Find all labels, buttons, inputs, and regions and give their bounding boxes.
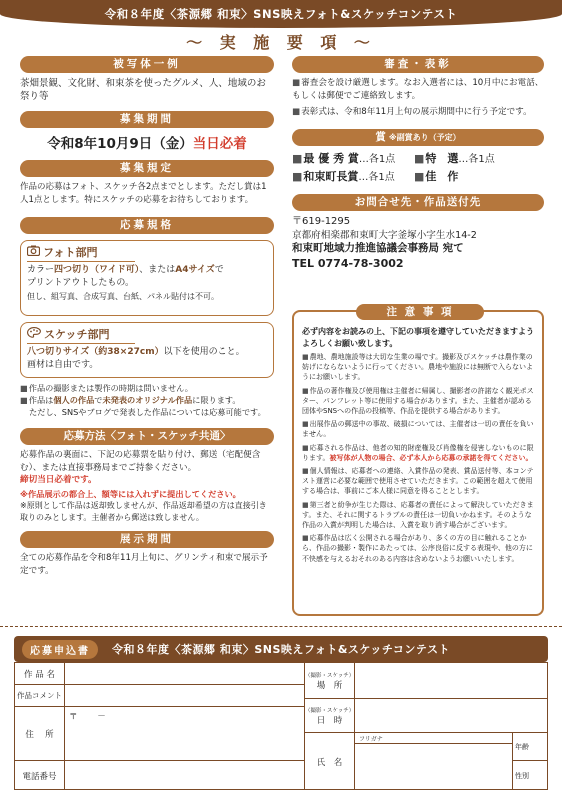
notice-item-4-red: 被写体が人物の場合、必ず本人から応募の承諾を得てください。 — [329, 453, 533, 462]
format-note-1: ■ 作品の撮影または製作の時期は問いません。 — [20, 382, 274, 394]
prize-2-count: …各1点 — [458, 154, 495, 165]
palette-icon — [27, 327, 41, 341]
rules-heading: 募集規定 — [20, 160, 274, 177]
right-column — [292, 56, 544, 270]
notice-item-7: ■ 応募作品は広く公開される場合があり、多くの方の目に触れることから、作品の撮影・製作にあたっては、公序良俗に反する表現や、他の方に不快感を与えるおそれのある内容は含めないようお願いいたします。 — [302, 533, 534, 564]
photo-line3: 但し、組写真、合成写真、台紙、パネル貼付は不可。 — [27, 292, 219, 301]
phone-label: 電話番号 — [15, 761, 65, 790]
contact-org: 和束町地域力推進協議会事務局 宛て — [292, 242, 464, 254]
contact-heading: お問合せ先・作品送付先 — [292, 194, 544, 211]
photo-line1-c: 、または — [139, 265, 176, 275]
note2-c: で — [94, 395, 103, 405]
prize-row-1 — [292, 150, 544, 168]
sketch-title-text: スケッチ部門 — [44, 328, 110, 341]
notice-item-4-text: 応募される作品は、他者の知的財産権及び肖像権を侵害しないものに限ります。 — [302, 443, 534, 462]
notice-item-4 — [302, 443, 534, 463]
place-label-text: 場 所 — [316, 680, 343, 691]
left-column — [20, 56, 274, 577]
prize-list — [292, 150, 544, 186]
format-heading: 応募規格 — [20, 217, 274, 234]
judging-item-2: ■ 表彰式は、令和8年11月上旬の展示期間中に行う予定です。 — [292, 106, 544, 119]
notice-heading: 注 意 事 項 — [356, 304, 484, 320]
note2-b: 個人の作品 — [53, 395, 95, 405]
method-deadline: 締切当日必着です。 — [20, 475, 97, 485]
subject-heading: 被写体一例 — [20, 56, 274, 73]
sketch-line2: 画材は自由です。 — [27, 360, 99, 370]
prize-3 — [292, 168, 414, 186]
prize-1-name: 最 優 秀 賞 — [303, 152, 359, 165]
phone-field[interactable] — [65, 761, 305, 790]
photo-section-title — [27, 244, 135, 262]
work-name-field[interactable] — [65, 663, 305, 685]
photo-line1 — [27, 264, 267, 277]
prizes-heading — [292, 129, 544, 146]
note2-e: に限ります。 — [192, 395, 241, 405]
comment-field[interactable] — [65, 685, 305, 707]
work-name-label: 作 品 名 — [15, 663, 65, 685]
rules-text: 作品の応募はフォト、スケッチ各2点までとします。ただし賞は1人1点とします。特にスケッチの応募をお待ちしております。 — [20, 182, 267, 205]
prize-2-name: 特 選 — [425, 152, 459, 165]
notice-item-5: ■ 個人情報は、応募者への連絡、入賞作品の発表、賞品送付等、本コンテスト運営に必要な範囲で使用させていただきます。この範囲を超えて使用する場合は、事前にご本人様に同意を得ることとします。 — [302, 466, 534, 497]
format-note-2 — [20, 394, 274, 406]
camera-icon — [27, 245, 40, 259]
place-label — [305, 663, 355, 699]
entry-form — [14, 662, 548, 790]
judging-item-1: ■ 審査会を設け厳選します。なお入選者には、10月中にお電話、もしくは郵便でご連絡致します。 — [292, 77, 544, 103]
notice-box — [292, 306, 544, 616]
address-label: 住 所 — [15, 707, 65, 761]
format-note-3: ただし、SNSやブログで発表した作品については応募可能です。 — [29, 407, 266, 417]
notice-item-3: ■ 出展作品の郵送中の事故、破損については、主催者は一切の責任を負いません。 — [302, 419, 534, 439]
period-date-text: 令和8年10月9日（金） — [47, 136, 193, 152]
method-warning: ※作品展示の都合上、額等には入れずに提出してください。 — [20, 489, 241, 499]
note2-d: 未発表のオリジナル作品 — [102, 395, 193, 405]
cut-line — [0, 626, 562, 627]
name-field[interactable] — [355, 744, 513, 790]
photo-line1-d: A4サイズ — [175, 265, 215, 275]
method-text: 応募作品の裏面に、下記の応募票を貼り付け、郵送（宅配便含む）、または直接事務局までご持参ください。 — [20, 450, 261, 473]
photo-line2: プリントアウトしたもの。 — [27, 278, 135, 288]
comment-label: 作品コメント — [15, 685, 65, 707]
sketch-line1 — [27, 346, 267, 359]
prize-row-2 — [292, 168, 544, 186]
place-note: （撮影・スケッチ） — [305, 672, 355, 679]
contact-address: 京都府相楽郡和束町大字釜塚小字生水14-2 — [292, 229, 477, 241]
contact-block — [292, 215, 544, 270]
prize-2 — [414, 150, 495, 168]
address-field[interactable]: 〒 － — [65, 707, 305, 761]
period-date — [20, 132, 274, 152]
subject-text: 茶畑景観、文化財、和束茶を使ったグルメ、人、地域のお祭り等 — [20, 78, 266, 102]
prize-4: ■ 佳 作 — [414, 168, 458, 186]
prizes-head-text: 賞 — [375, 131, 389, 143]
exhibit-text: 全ての応募作品を令和8年11月上旬に、グリンティ和束で展示予定です。 — [20, 553, 268, 576]
age-label: 年齢 — [513, 733, 548, 761]
photo-section — [20, 240, 274, 316]
photo-line1-e: で — [214, 265, 224, 275]
prizes-head-note: ※副賞あり（予定） — [388, 133, 461, 142]
prize-3-name: 和束町長賞 — [303, 170, 359, 183]
photo-title-text: フォト部門 — [43, 246, 98, 259]
date-label — [305, 699, 355, 733]
exhibit-heading: 展示期間 — [20, 531, 274, 548]
sketch-line1-a: 八つ切りサイズ（約38×27cm） — [27, 347, 164, 357]
form-tag: 応募申込書 — [22, 640, 98, 659]
contact-tel: TEL 0774-78-3002 — [292, 256, 404, 270]
form-header — [14, 636, 548, 662]
sex-label: 性別 — [515, 771, 529, 780]
prize-1 — [292, 150, 414, 168]
date-note: （撮影・スケッチ） — [305, 707, 355, 714]
format-notes — [20, 382, 274, 418]
photo-line1-a: カラー — [27, 265, 55, 275]
prize-1-count: …各1点 — [358, 154, 396, 165]
form-title: 令和８年度〈茶源郷 和束〉SNS映えフォト&スケッチコンテスト — [112, 643, 450, 656]
notice-item-6: ■ 第三者と紛争が生じた際は、応募者の責任によって解決していただきます。また、それに関するトラブルの責任は一切負いかねます。そのような作品の入賞が判明した場合は、入賞を取り消す場合がございます。 — [302, 500, 534, 531]
page-title: 〜 実 施 要 項 〜 — [186, 33, 376, 52]
period-date-note: 当日必着 — [192, 136, 247, 152]
period-heading: 募集期間 — [20, 111, 274, 128]
prize-3-count: …各1点 — [358, 172, 395, 183]
furigana-label: フリガナ — [355, 733, 513, 744]
note2-a: 作品は — [28, 395, 54, 405]
notice-lead: 必ず内容をお読みの上、下記の事項を遵守していただきますようよろしくお願い致します。 — [302, 327, 534, 348]
notice-item-2: ■ 作品の著作権及び使用権は主催者に帰属し、撮影者の許諾なく観光ポスター、パンフレット等に使用する場合があります。また、主催者が認める団体やSNSへの作品の投稿等、作品を提供する場合があります。 — [302, 386, 534, 417]
sketch-line1-b: 以下を使用のこと。 — [163, 347, 245, 357]
top-banner: 令和８年度〈茶源郷 和束〉SNS映えフォト&スケッチコンテスト — [0, 0, 562, 28]
sketch-section — [20, 322, 274, 378]
method-return: ※原則として作品は返却致しませんが、作品返却希望の方は直接引き取りのみとします。主催者から郵送は致しません。 — [20, 501, 267, 522]
judging-list — [292, 77, 544, 119]
place-field[interactable] — [355, 663, 548, 699]
photo-line1-b: 四つ切り（ワイド可） — [54, 265, 140, 275]
method-heading: 応募方法〈フォト・スケッチ共通〉 — [20, 428, 274, 445]
contact-zip: 〒619-1295 — [292, 216, 351, 227]
sketch-section-title — [27, 326, 135, 344]
notice-item-1: ■ 農地、農地施設等は大切な生業の場です。撮影及びスケッチは農作業の妨げにならないように行ってください。農地や施設には無断で入らないようにお願いします。 — [302, 352, 534, 383]
date-field[interactable] — [355, 699, 548, 733]
judging-heading: 審査・表彰 — [292, 56, 544, 73]
date-label-text: 日 時 — [316, 715, 343, 726]
name-label: 氏 名 — [305, 733, 355, 790]
